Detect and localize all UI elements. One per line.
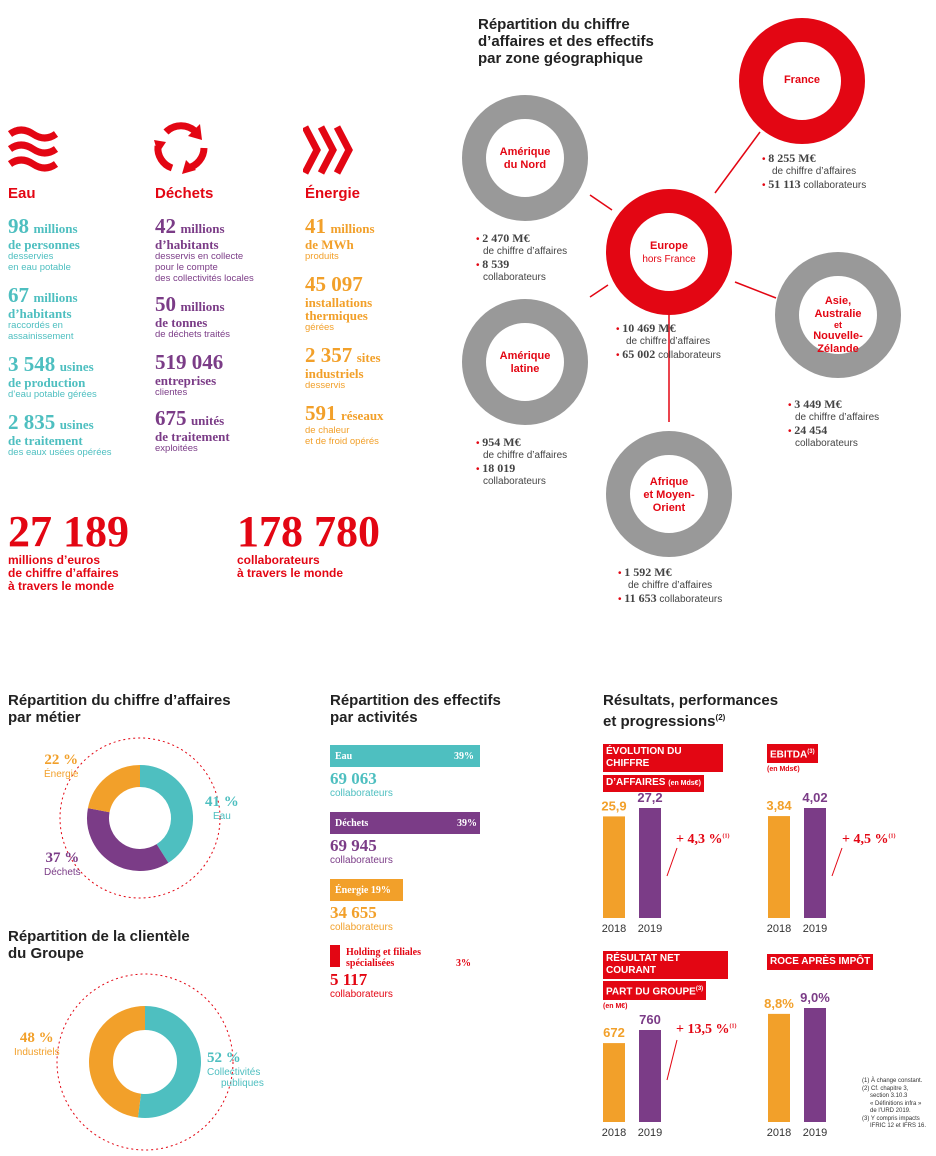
dechets-s4-l1: de traitement <box>155 429 230 444</box>
eau-stats <box>8 216 143 458</box>
eff-energie-sub: collaborateurs <box>330 922 393 933</box>
la-staff: 18 019 <box>482 461 516 475</box>
dechets-s4-unit: unités <box>190 413 225 428</box>
energie-s1-l1: de MWh <box>305 237 354 252</box>
label-asia-l2: Australie <box>814 308 862 320</box>
label-na-l1: Amérique <box>499 146 551 158</box>
energie-s4-unit: réseaux <box>340 408 384 423</box>
asia-staff: 24 454 <box>794 423 828 437</box>
total-ca <box>8 507 228 593</box>
energie-stats <box>305 216 445 447</box>
dechets-s3-l1: entreprises <box>155 373 217 388</box>
metier-eau-pct: 41 % <box>205 794 239 810</box>
ca-growth-sup: (1) <box>722 833 730 840</box>
ca-bar-chart <box>595 780 745 940</box>
france-staff-label: collaborateurs <box>803 180 867 191</box>
label-africa-l3: Orient <box>652 502 686 514</box>
eau-s1-l3: en eau potable <box>8 262 71 273</box>
metier-eau-label <box>205 794 239 822</box>
energie-s4-num: 591 <box>305 401 337 425</box>
eff-eau-num: 69 063 <box>330 769 377 788</box>
eff-dechets-pct: 39% <box>457 818 477 829</box>
bar-2019 <box>804 808 826 918</box>
eu-staff: 65 002 <box>622 347 656 361</box>
clientele-ind-label <box>14 1030 60 1058</box>
bar-year-2018: 2018 <box>766 923 792 935</box>
label-asia-l4: Nouvelle- <box>813 330 863 342</box>
africa-ca-label: de chiffre d’affaires <box>628 580 713 591</box>
eau-s4-l2: des eaux usées opérées <box>8 447 112 458</box>
energie-s2-num: 45 097 <box>305 272 363 296</box>
geo-title-l3: par zone géographique <box>478 50 644 67</box>
eau-s3-l1: de production <box>8 375 86 390</box>
asia-staff-label: collaborateurs <box>795 438 858 449</box>
bar-2018 <box>768 1014 790 1122</box>
eau-s4-unit: usines <box>59 417 94 432</box>
energie-s2-l3: gérées <box>305 322 335 333</box>
la-staff-label: collaborateurs <box>483 476 546 487</box>
label-europe <box>629 240 709 266</box>
na-ca-label: de chiffre d’affaires <box>483 246 568 257</box>
rn-growth-value: + 13,5 % <box>676 1022 730 1037</box>
bar-2019 <box>804 1008 826 1122</box>
energie-s4-l1: de chaleur <box>305 425 350 436</box>
la-ca-label: de chiffre d’affaires <box>483 450 568 461</box>
metier-title-l1: Répartition du chiffre d’affaires <box>8 692 231 709</box>
bar-year-2019: 2019 <box>802 923 828 935</box>
label-eu-l1: Europe <box>650 240 688 252</box>
energie-s1-num: 41 <box>305 214 326 238</box>
connector-eu-asia <box>735 282 776 298</box>
label-asia <box>798 295 878 356</box>
total-staff-l1: collaborateurs <box>237 553 320 567</box>
eff-holding-pct: 3% <box>456 958 471 969</box>
eu-staff-label: collaborateurs <box>658 350 721 361</box>
clientele-title <box>8 928 190 962</box>
eff-eau-count <box>330 770 393 799</box>
dechets-stats <box>155 216 300 454</box>
energie-s3-unit: sites <box>356 350 381 365</box>
dechets-s2-l1: de tonnes <box>155 315 208 330</box>
eff-eau-label: Eau <box>335 751 353 762</box>
ca-title-l1: ÉVOLUTION DU CHIFFRE <box>603 744 723 772</box>
bar-year-2018: 2018 <box>766 1127 792 1139</box>
eff-energie-label: Énergie 19% <box>335 885 391 896</box>
eau-title: Eau <box>8 185 36 202</box>
roce-chart-title <box>767 951 873 970</box>
africa-staff: 11 653 <box>624 591 657 605</box>
roce-title: ROCE APRÈS IMPÔT <box>767 954 873 970</box>
dechets-s3-num: 519 046 <box>155 350 224 374</box>
eff-holding-num: 5 117 <box>330 970 368 989</box>
bar-year-2019: 2019 <box>637 1127 663 1139</box>
label-asia-l1: Asie, <box>824 295 852 307</box>
bar-2018 <box>768 816 790 918</box>
results-title-sup: (2) <box>715 713 726 722</box>
results-title-l2: et progressions <box>603 713 716 730</box>
label-latin-america <box>485 350 565 376</box>
connector-eu-la <box>590 285 608 297</box>
results-title <box>603 692 778 730</box>
connector-eu-france <box>715 132 760 193</box>
na-staff-label: collaborateurs <box>483 272 546 283</box>
bar-2018 <box>603 1043 625 1122</box>
ebitda-title-sup: (3) <box>807 749 815 755</box>
bar-value-2019: 4,02 <box>802 790 828 805</box>
donut-slice-collectivit-s-publiques <box>139 1018 189 1106</box>
metier-energie-label <box>44 752 78 780</box>
ca-title-l2: D’AFFAIRES <box>606 777 666 788</box>
metier-dechets-label <box>44 850 81 878</box>
label-africa-l1: Afrique <box>649 476 689 488</box>
bar-2019 <box>639 1030 661 1122</box>
eau-s3-unit: usines <box>59 359 94 374</box>
results-title-l1: Résultats, performances <box>603 692 779 709</box>
geo-asia-text: • 3 449 M€ de chiffre d’affaires • 24 454 collaborateurs <box>788 397 880 449</box>
total-ca-l2: de chiffre d’affaires <box>8 566 119 580</box>
energie-title: Énergie <box>305 185 361 202</box>
metier-title-l2: par métier <box>8 709 81 726</box>
clientele-ind-pct: 48 % <box>19 1030 54 1046</box>
dechets-s1-unit: millions <box>180 221 225 236</box>
ebitda-growth-sup: (1) <box>888 833 896 840</box>
bar-value-2019: 9,0% <box>800 990 830 1005</box>
metier-title <box>8 692 231 726</box>
donut-slice--nergie <box>99 776 140 810</box>
bar-value-2018: 8,8% <box>764 995 794 1011</box>
donut-slice-eau <box>140 776 182 853</box>
asia-ca: 3 449 M€ <box>794 397 842 411</box>
metier-energie-name: Énergie <box>44 769 79 780</box>
connector-na-eu <box>590 195 612 210</box>
bar-year-2019: 2019 <box>802 1127 828 1139</box>
eau-s4-num: 2 835 <box>8 410 56 434</box>
effectifs-bar-holding <box>330 945 340 967</box>
eau-s3-num: 3 548 <box>8 352 56 376</box>
ebitda-growth <box>842 832 895 848</box>
effectifs-title-l1: Répartition des effectifs <box>330 692 501 709</box>
bar-value-2019: 760 <box>639 1012 661 1027</box>
metier-energie-pct: 22 % <box>44 752 79 768</box>
eff-holding-l2: spécialisées <box>346 958 395 969</box>
note-6: (3) Y compris impacts <box>862 1115 920 1122</box>
dechets-s1-num: 42 <box>155 214 176 238</box>
energy-chevrons-icon <box>303 125 355 175</box>
label-la-l1: Amérique <box>499 350 551 362</box>
geo-africa-text: • 1 592 M€ de chiffre d’affaires • 11 653 collaborateurs <box>618 565 723 605</box>
note-3: section 3.10.3 <box>870 1093 908 1099</box>
clientele-col-l2: publiques <box>221 1078 264 1089</box>
geo-title-l2: d’affaires et des effectifs <box>478 33 654 50</box>
dechets-s1-l4: des collectivités locales <box>155 273 254 284</box>
total-staff-l2: à travers le monde <box>237 566 344 580</box>
dechets-s2-num: 50 <box>155 292 176 316</box>
ebitda-bar-chart <box>760 780 910 940</box>
africa-ca: 1 592 M€ <box>624 565 672 579</box>
eau-s1-unit: millions <box>33 221 78 236</box>
eau-s2-unit: millions <box>33 290 78 305</box>
water-waves-icon <box>8 124 58 174</box>
dechets-title: Déchets <box>155 185 214 202</box>
bar-value-2019: 27,2 <box>637 790 663 805</box>
eau-s4-l1: de traitement <box>8 433 83 448</box>
eau-s3-l2: d’eau potable gérées <box>8 389 97 400</box>
dechets-s2-l2: de déchets traités <box>155 329 230 340</box>
label-na-l2: du Nord <box>503 159 547 171</box>
geo-eu-text: • 10 469 M€ de chiffre d’affaires • 65 002 collaborateurs <box>616 321 721 361</box>
effectifs-title <box>330 692 501 726</box>
metier-dechets-name: Déchets <box>44 867 81 878</box>
eau-s2-l2: raccordés en <box>8 320 63 331</box>
bar-value-2018: 672 <box>603 1025 625 1041</box>
note-4: « Définitions infra » <box>870 1100 922 1107</box>
dechets-s4-num: 675 <box>155 406 187 430</box>
total-staff-num: 178 780 <box>237 507 380 556</box>
metier-dechets-pct: 37 % <box>45 850 80 866</box>
eff-energie-num: 34 655 <box>330 903 377 922</box>
donut-slice-d-chets <box>98 810 163 860</box>
dechets-s2-unit: millions <box>180 299 225 314</box>
energie-s3-l2: desservis <box>305 380 346 391</box>
eau-s2-l3: assainissement <box>8 331 74 342</box>
rn-unit: (en M€) <box>603 1003 628 1011</box>
bar-value-2018: 3,84 <box>766 798 792 814</box>
clientele-title-l2: du Groupe <box>8 945 84 962</box>
ca-unit: (en Mds€) <box>668 780 701 787</box>
dechets-s1-l1: d’habitants <box>155 237 219 252</box>
label-africa-l2: et Moyen- <box>643 489 695 501</box>
bar-year-2018: 2018 <box>601 1127 627 1139</box>
eff-dechets-num: 69 945 <box>330 836 377 855</box>
donut-slice-industriels <box>101 1018 145 1106</box>
growth-connector <box>667 1040 677 1080</box>
geo-france-text: • 8 255 M€ de chiffre d’affaires • 51 113 collaborateurs <box>762 151 867 191</box>
clientele-col-pct: 52 % <box>207 1050 241 1066</box>
total-ca-l1: millions d’euros <box>8 553 101 567</box>
bar-2019 <box>639 808 661 918</box>
effectifs-title-l2: par activités <box>330 709 418 726</box>
total-staff <box>237 507 457 580</box>
clientele-ind-name: Industriels <box>14 1047 60 1058</box>
dechets-s1-l3: pour le compte <box>155 262 218 273</box>
ca-growth <box>676 832 729 848</box>
label-la-l2: latine <box>510 363 540 375</box>
energie-s1-unit: millions <box>330 221 375 236</box>
energie-s4-l2: et de froid opérés <box>305 436 379 447</box>
bar-year-2019: 2019 <box>637 923 663 935</box>
clientele-title-l1: Répartition de la clientèle <box>8 928 190 945</box>
eau-s1-num: 98 <box>8 214 29 238</box>
label-asia-l3: et <box>833 320 842 330</box>
bar-year-2018: 2018 <box>601 923 627 935</box>
africa-staff-label: collaborateurs <box>659 594 723 605</box>
note-7: IFRIC 12 et IFRS 16. <box>870 1123 927 1129</box>
total-ca-l3: à travers le monde <box>8 579 115 593</box>
energie-s2-l1: installations <box>305 295 373 310</box>
dechets-s3-l2: clientes <box>155 387 188 398</box>
geo-title-l1: Répartition du chiffre <box>478 16 630 33</box>
energie-s3-num: 2 357 <box>305 343 353 367</box>
la-ca: 954 M€ <box>482 435 521 449</box>
rn-title-sup: (3) <box>695 986 704 992</box>
label-asia-l5: Zélande <box>817 343 859 355</box>
rn-growth-sup: (1) <box>729 1023 737 1030</box>
ebitda-title: EBITDA <box>770 749 808 761</box>
clientele-col-l1: Collectivités <box>207 1067 261 1078</box>
eau-s1-l1: de personnes <box>8 237 80 252</box>
clientele-col-label <box>207 1050 264 1089</box>
note-2: (2) Cf. chapitre 3, <box>862 1085 909 1092</box>
ebitda-chart-title <box>767 744 818 773</box>
note-5: de l’URD 2019. <box>870 1108 911 1114</box>
france-ca-label: de chiffre d’affaires <box>772 166 857 177</box>
eff-dechets-sub: collaborateurs <box>330 855 393 866</box>
na-ca: 2 470 M€ <box>482 231 530 245</box>
eau-s2-num: 67 <box>8 283 29 307</box>
eff-eau-sub: collaborateurs <box>330 788 393 799</box>
geo-la-text: • 954 M€ de chiffre d’affaires • 18 019 collaborateurs <box>476 435 568 487</box>
energie-s3-l1: industriels <box>305 366 364 381</box>
rn-growth <box>676 1022 736 1038</box>
growth-connector <box>667 848 677 876</box>
label-france <box>762 74 842 87</box>
label-north-america <box>485 146 565 172</box>
label-eu-l2: hors France <box>642 254 696 265</box>
eff-eau-pct: 39% <box>454 751 474 762</box>
total-ca-num: 27 189 <box>8 507 129 556</box>
bar-value-2018: 25,9 <box>601 798 627 814</box>
ca-growth-value: + 4,3 % <box>676 832 723 847</box>
eff-energie-count <box>330 904 393 933</box>
asia-ca-label: de chiffre d’affaires <box>795 412 880 423</box>
growth-connector <box>832 848 842 876</box>
eff-holding-l1: Holding et filiales <box>346 947 421 958</box>
eu-ca: 10 469 M€ <box>622 321 676 335</box>
label-africa <box>629 476 709 515</box>
france-ca: 8 255 M€ <box>768 151 816 165</box>
eff-dechets-count <box>330 837 393 866</box>
metier-eau-name: Eau <box>212 811 231 822</box>
ebitda-growth-value: + 4,5 % <box>842 832 889 847</box>
eau-s1-l2: desservies <box>8 251 54 262</box>
eau-s2-l1: d’habitants <box>8 306 72 321</box>
dechets-s1-l2: desservis en collecte <box>155 251 244 262</box>
rn-bar-chart <box>595 1000 745 1140</box>
recycle-arrows-icon <box>152 120 210 176</box>
ebitda-unit: (en Mds€) <box>767 766 800 774</box>
eu-ca-label: de chiffre d’affaires <box>626 336 711 347</box>
geo-na-text: • 2 470 M€ de chiffre d’affaires • 8 539 collaborateurs <box>476 231 568 283</box>
footnotes <box>862 1078 934 1131</box>
rn-title-l2: PART DU GROUPE <box>606 986 696 998</box>
eff-dechets-label: Déchets <box>335 818 369 829</box>
na-staff: 8 539 <box>482 257 510 271</box>
bar-2018 <box>603 816 625 918</box>
note-1: (1) À change constant. <box>862 1078 923 1084</box>
energie-s1-l2: produits <box>305 251 339 262</box>
label-france-text: France <box>783 74 821 86</box>
energie-s2-l2: thermiques <box>305 308 368 323</box>
dechets-s4-l2: exploitées <box>155 443 198 454</box>
france-staff: 51 113 <box>768 177 801 191</box>
eff-holding-count <box>330 971 393 1000</box>
rn-title-l1: RÉSULTAT NET COURANT <box>603 951 728 979</box>
eff-holding-sub: collaborateurs <box>330 989 393 1000</box>
